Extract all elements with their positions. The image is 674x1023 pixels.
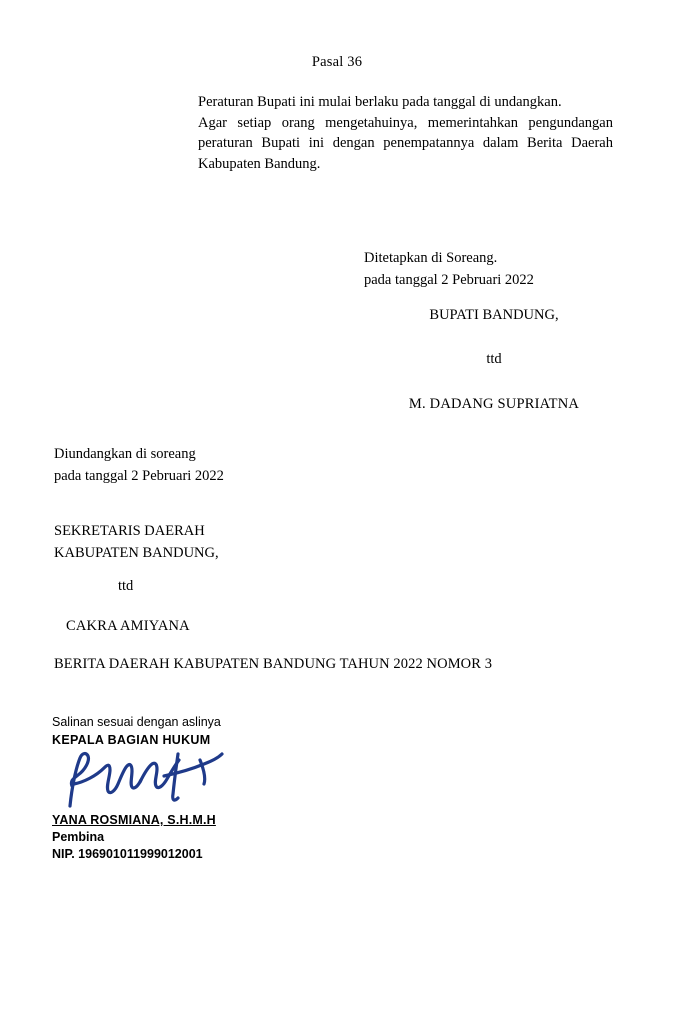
handwritten-signature-icon — [52, 742, 242, 812]
officer-nip: NIP. 196901011999012001 — [52, 846, 203, 861]
gazette-reference-line: BERITA DAERAH KABUPATEN BANDUNG TAHUN 2022 NOMOR 3 — [54, 656, 493, 672]
body-paragraph-1: Peraturan Bupati ini mulai berlaku pada tanggal di undangkan. — [198, 94, 562, 110]
secretary-name: CAKRA AMIYANA — [66, 618, 190, 634]
bupati-signature-block — [364, 305, 624, 414]
place-line: Ditetapkan di Soreang. — [364, 250, 498, 266]
body-text-block — [198, 92, 613, 174]
promulgation-date: pada tanggal 2 Pebruari 2022 — [54, 467, 224, 484]
officer-rank: Pembina — [52, 829, 105, 844]
promulgation-block — [54, 444, 224, 488]
place-date-block — [364, 248, 534, 292]
secretary-title-block — [54, 521, 219, 565]
bupati-title: BUPATI BANDUNG, — [429, 307, 559, 323]
promulgation-place: Diundangkan di soreang — [54, 446, 196, 462]
legal-division-head-label: KEPALA BAGIAN HUKUM — [52, 733, 211, 748]
certified-copy-note: Salinan sesuai dengan aslinya — [52, 715, 221, 729]
officer-identity-block — [52, 812, 216, 863]
officer-name: YANA ROSMIANA, S.H.M.H — [52, 813, 216, 827]
pasal-heading: Pasal 36 — [311, 54, 363, 70]
body-paragraph-2: Agar setiap orang mengetahuinya, memerintahkan pengundangan peraturan Bupati ini dengan penempatannya dalam Berita Daerah Kabupaten Bandung. — [198, 114, 613, 172]
bupati-ttd-mark: ttd — [486, 351, 502, 368]
date-line: pada tanggal 2 Pebruari 2022 — [364, 271, 534, 288]
secretary-title-line2: KABUPATEN BANDUNG, — [54, 544, 219, 561]
secretary-ttd-mark: ttd — [118, 578, 134, 594]
secretary-title-line1: SEKRETARIS DAERAH — [54, 523, 205, 539]
bupati-name: M. DADANG SUPRIATNA — [408, 395, 580, 412]
